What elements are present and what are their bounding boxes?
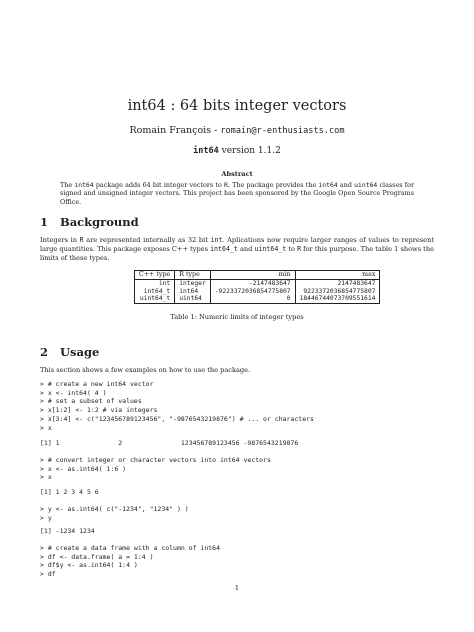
author-name: Romain François - (129, 125, 221, 136)
table-header-row (135, 271, 380, 280)
code-block-convert: > # convert integer or character vectors into int64 vectors > x <- as.int64( 1:6 ) > x (40, 456, 271, 482)
author-email: romain@r-enthusiasts.com (220, 126, 345, 136)
table-header: max (295, 271, 380, 280)
code-block-character: > y <- as.int64( c("-1234", "1234" ) ) > y (40, 505, 189, 522)
table-row (135, 288, 380, 296)
table-row (135, 279, 380, 287)
table-caption: Table 1: Numeric limits of integer types (170, 313, 304, 321)
section-heading-background: 1 Background (40, 215, 139, 229)
table-header: C++ type (135, 271, 175, 280)
code-output-create: [1] 1 2 123456789123456 -9876543219876 (40, 439, 299, 447)
abstract-heading: Abstract (221, 170, 253, 178)
code-block-create: > # create a new int64 vector > x <- int64( 4 ) > # set a subset of values > x[1:2] <- 1:2 # via integers > x[3:4] <- c("123456789123456", "-9876543219876") # ... or characters > x (40, 380, 314, 432)
table-cell: 2147483647 (295, 279, 380, 287)
table-row (135, 295, 380, 303)
version-package: int64 (193, 146, 219, 156)
table-cell: uint64 (175, 295, 211, 303)
limits-table (134, 270, 380, 304)
page-number: 1 (234, 584, 240, 592)
table-cell: int64 (175, 288, 211, 296)
usage-intro: This section shows a few examples on how to use the package. (40, 366, 251, 374)
table-cell: -9223372036854775807 (210, 288, 295, 296)
table-cell: int64_t (135, 288, 175, 296)
table-cell: 9223372036854775807 (295, 288, 380, 296)
background-paragraph: Integers in R are represented internally as 32 bit int. Aplications now require larger ranges of values to represent large quantities. This package exposes C++ types int64_t and uint64_t to R for this purpose. The table 1 shows the limits of these types. (40, 236, 434, 262)
table-cell: integer (175, 279, 211, 287)
version-text: version 1.1.2 (218, 146, 281, 156)
abstract-text: The int64 package adds 64 bit integer vectors to R. The package provides the int64 and uint64 classes for signed and unsigned integer vectors. This project has been sponsored by the Google Open Source Programs Office. (60, 181, 414, 206)
code-block-dataframe: > # create a data frame with a column of int64 > df <- data.frame( a = 1:4 ) > df$y <- as.int64( 1:4 ) > df (40, 544, 221, 579)
table-cell: uint64_t (135, 295, 175, 303)
table-header: R type (175, 271, 211, 280)
table-cell: -2147483647 (210, 279, 295, 287)
version-line (0, 146, 474, 156)
section-heading-usage: 2 Usage (40, 345, 100, 359)
code-output-character: [1] -1234 1234 (40, 527, 95, 535)
table-cell: 18446744073709551614 (295, 295, 380, 303)
paper-title: int64 : 64 bits integer vectors (127, 98, 347, 114)
table-header: min (210, 271, 295, 280)
author-line (0, 125, 474, 136)
table-cell: 0 (210, 295, 295, 303)
table-cell: int (135, 279, 175, 287)
code-output-convert: [1] 1 2 3 4 5 6 (40, 488, 99, 496)
